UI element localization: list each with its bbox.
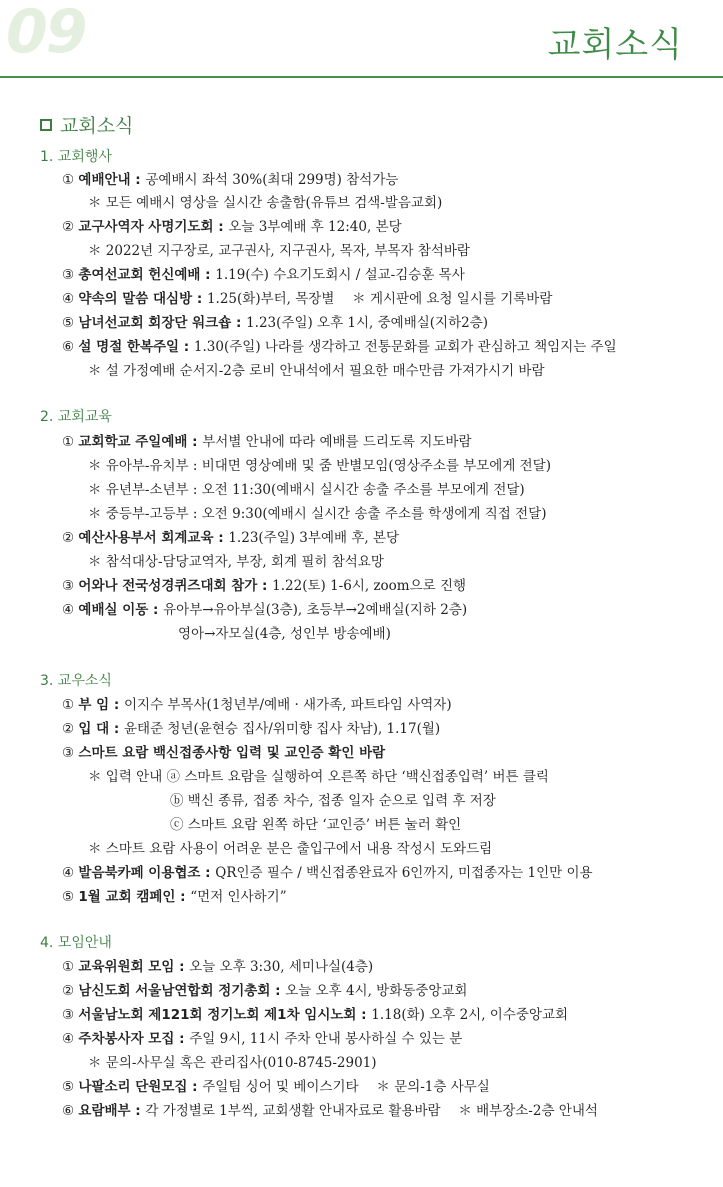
list-item-note: ＊ 문의-사무실 혹은 관리집사(010-8745-2901) bbox=[88, 1055, 377, 1071]
list-item-note: ＊ 모든 예배시 영상을 실시간 송출함(유튜브 검색-발음교회) bbox=[88, 195, 443, 211]
guide-step-c: ⓒ 스마트 요람 왼쪽 하단 ‘교인증’ 버튼 눌러 확인 bbox=[170, 817, 462, 833]
section-heading-meetings: 4. 모임안내 bbox=[40, 935, 112, 951]
page-title: 교회소식 bbox=[547, 25, 683, 65]
section-title bbox=[40, 114, 133, 138]
list-item: ⑥ 설 명절 한복주일 : 1.30(주일) 나라를 생각하고 전통문화를 교회가 관심하고 책임지는 주일 bbox=[62, 339, 617, 355]
list-item: ⑤ 1월 교회 캠페인 : “먼저 인사하기” bbox=[62, 889, 287, 905]
page-number: 09 bbox=[6, 0, 86, 67]
checkbox-icon bbox=[40, 119, 52, 131]
list-item: ④ 주차봉사자 모집 : 주일 9시, 11시 주차 안내 봉사하실 수 있는 분 bbox=[62, 1031, 463, 1047]
list-item: ⑤ 나팔소리 단원모집 : 주일팀 싱어 및 베이스기타 ＊ 문의-1층 사무실 bbox=[62, 1079, 490, 1095]
title-divider bbox=[0, 76, 723, 78]
list-item: ① 예배안내 : 공예배시 좌석 30%(최대 299명) 참석가능 bbox=[62, 172, 399, 188]
list-item: ① 교회학교 주일예배 : 부서별 안내에 따라 예배를 드리도록 지도바람 bbox=[62, 434, 472, 450]
section-heading-member-news: 3. 교우소식 bbox=[40, 673, 112, 689]
section-heading-events: 1. 교회행사 bbox=[40, 149, 112, 165]
list-item: ③ 스마트 요람 백신접종사항 입력 및 교인증 확인 바람 bbox=[62, 745, 386, 761]
list-item: ③ 총여선교회 헌신예배 : 1.19(수) 수요기도회시 / 설교-김승훈 목사 bbox=[62, 267, 465, 283]
list-item: ⑤ 남녀선교회 회장단 워크숍 : 1.23(주일) 오후 1시, 중예배실(지하2층) bbox=[62, 315, 489, 331]
list-item-continuation: 영아→자모실(4층, 성인부 방송예배) bbox=[178, 626, 391, 642]
list-item: ① 부 임 : 이지수 부목사(1청년부/예배 · 새가족, 파트타임 사역자) bbox=[62, 697, 452, 713]
list-item: ② 남신도회 서울남연합회 정기총회 : 오늘 오후 4시, 방화동중앙교회 bbox=[62, 983, 468, 999]
list-item: ② 예산사용부서 회계교육 : 1.23(주일) 3부예배 후, 본당 bbox=[62, 530, 400, 546]
list-item-note: ＊ 중등부-고등부 : 오전 9:30(예배시 실시간 송출 주소를 학생에게 직접 전달) bbox=[88, 506, 547, 522]
list-item: ① 교육위원회 모임 : 오늘 오후 3:30, 세미나실(4층) bbox=[62, 959, 374, 975]
list-item: ③ 어와나 전국성경퀴즈대회 참가 : 1.22(토) 1-6시, zoom으로 진행 bbox=[62, 578, 467, 594]
list-item-note: ＊ 2022년 지구장로, 교구권사, 지구권사, 목자, 부목자 참석바람 bbox=[88, 243, 470, 259]
guide-step-a: ＊ 입력 안내 ⓐ 스마트 요람을 실행하여 오른쪽 하단 ‘백신접종입력’ 버튼 클릭 bbox=[88, 769, 549, 785]
list-item-note: ＊ 스마트 요람 사용이 어려운 분은 출입구에서 내용 작성시 도와드림 bbox=[88, 841, 493, 857]
list-item-note: ＊ 참석대상-담당교역자, 부장, 회계 필히 참석요망 bbox=[88, 554, 384, 570]
list-item: ③ 서울남노회 제121회 정기노회 제1차 임시노회 : 1.18(화) 오후 2시, 이수중앙교회 bbox=[62, 1007, 569, 1023]
list-item-note: ＊ 설 가정예배 순서지-2층 로비 안내석에서 필요한 매수만큼 가져가시기 바람 bbox=[88, 363, 545, 379]
list-item: ④ 약속의 말씀 대심방 : 1.25(화)부터, 목장별 ＊ 게시판에 요청 일시를 기록바람 bbox=[62, 291, 553, 307]
list-item: ② 입 대 : 윤태준 청년(윤현승 집사/위미향 집사 차남), 1.17(월) bbox=[62, 721, 441, 737]
list-item-note: ＊ 유아부-유치부 : 비대면 영상예배 및 줌 반별모임(영상주소를 부모에게 전달) bbox=[88, 458, 551, 474]
guide-step-b: ⓑ 백신 종류, 접종 차수, 접종 일자 순으로 입력 후 저장 bbox=[170, 793, 496, 809]
list-item: ② 교구사역자 사명기도회 : 오늘 3부예배 후 12:40, 본당 bbox=[62, 219, 402, 235]
section-title-text: 교회소식 bbox=[60, 115, 134, 137]
list-item: ④ 발음북카페 이용협조 : QR인증 필수 / 백신접종완료자 6인까지, 미접종자는 1인만 이용 bbox=[62, 865, 593, 881]
list-item: ④ 예배실 이동 : 유아부→유아부실(3층), 초등부→2예배실(지하 2층) bbox=[62, 602, 468, 618]
list-item-note: ＊ 유년부-소년부 : 오전 11:30(예배시 실시간 송출 주소를 부모에게 전달) bbox=[88, 482, 525, 498]
list-item: ⑥ 요람배부 : 각 가정별로 1부씩, 교회생활 안내자료로 활용바람 ＊ 배부장소-2층 안내석 bbox=[62, 1103, 598, 1119]
section-heading-education: 2. 교회교육 bbox=[40, 409, 112, 425]
